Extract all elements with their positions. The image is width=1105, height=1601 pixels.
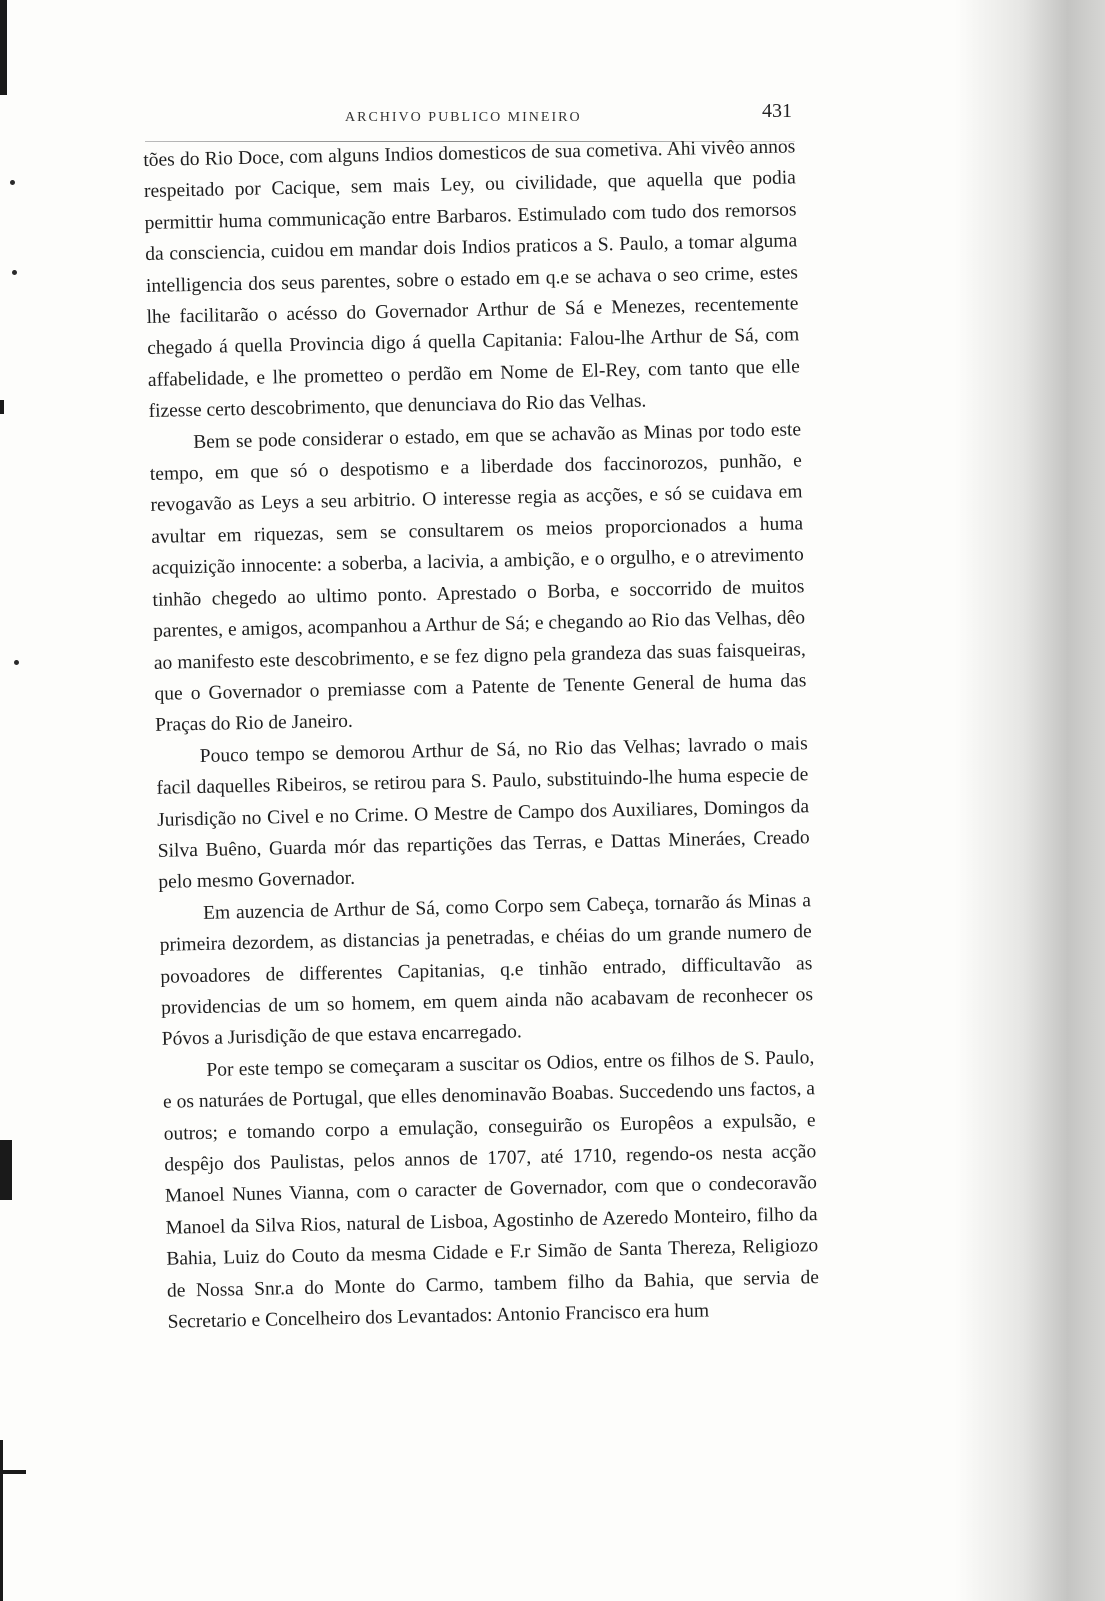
left-edge-mark [0, 0, 7, 95]
left-edge-dot [10, 180, 15, 185]
left-edge-mark [0, 400, 4, 414]
paragraph: Em auzencia de Arthur de Sá, como Corpo sem Cabeça, tornarão ás Minas a primeira dezordem, as distancias ja penetradas, e chéias do um grande numero de povoadores de differentes Capitanias, q.e tinhão entrado, difficultavão as providencias de um so homem, em quem ainda não acabavam de reconhecer os Póvos a Jurisdição de que estava encarregado. [159, 889, 814, 1051]
paragraph: Pouco tempo se demorou Arthur de Sá, no Rio das Velhas; lavrado o mais facil daquelles Ribeiros, se retirou para S. Paulo, substituindo-lhe huma especie de Jurisdição no Civel e no Crime. O Mestre de Campo dos Auxiliares, Domingos da Silva Buêno, Guarda mór das repartições das Terras, e Dattas Mineráes, Creado pelo mesmo Governador. [156, 732, 810, 894]
left-edge-dot [12, 270, 17, 275]
left-edge-mark [0, 1140, 12, 1200]
body-text [143, 131, 820, 1338]
page-number: 431 [762, 100, 792, 122]
paragraph: Bem se pode considerar o estado, em que se achavão as Minas por todo este tempo, em que só o despotismo e a liberdade dos faccinorozos, punhão, e revogavão as Leys a seu arbitrio. O interesse regia as acções, e só se cuidava em avultar em riquezas, sem se consultarem os meios proporcionados a huma acquizição innocente: a soberba, a lacivia, a ambição, e o orgulho, e o atrevimento tinhão chegedo ao ultimo ponto. Aprestado o Borba, e soccorrido de muitos parentes, e amigos, acompanhou a Arthur de Sá; e chegando ao Rio das Velhas, dêo ao manifesto este descobrimento, e se fez digno pela grandeza das suas faisqueiras, que o Governador o premiasse com a Patente de Tenente General de huma das Praças do Rio de Janeiro. [149, 418, 807, 737]
paragraph: tões do Rio Doce, com alguns Indios domesticos de sua cometiva. Ahi vivêo annos respeitado por Cacique, sem mais Ley, ou civilidade, que aquella que podia permittir huma communicação entre Barbaros. Estimulado com tudo dos remorsos da consciencia, cuidou em mandar dois Indios praticos a S. Paulo, a tomar alguma intelligencia dos seus parentes, sobre o estado em q.e se achava o seo crime, estes lhe facilitarão o acésso do Governador Arthur de Sá e Menezes, recentemente chegado á quella Provincia digo á quella Capitania: Falou-lhe Arthur de Sá, com affabelidade, e lhe prometteo o perdão em Nome de El-Rey, com tanto que elle fizesse certo descobrimento, que denunciava do Rio das Velhas. [143, 136, 801, 423]
page-gutter-shadow [955, 0, 1105, 1601]
left-edge-dot [14, 660, 19, 665]
left-edge-mark [0, 1470, 26, 1474]
left-edge-mark [0, 1440, 3, 1601]
paragraph: Por este tempo se começaram a suscitar os Odios, entre os filhos de S. Paulo, e os naturáes de Portugal, que elles denominavão Boabas. Succedendo uns factos, a outros; e tomando corpo a emulação, conseguirão os Europêos a expulsão, e despêjo dos Paulistas, pelos annos de 1707, até 1710, regendo-os nesta acção Manoel Nunes Vianna, com o caracter de Governador, com que o condecoravão Manoel da Silva Rios, natural de Lisboa, Agostinho de Azeredo Monteiro, filho da Bahia, Luiz do Couto da mesma Cidade e F.r Simão de Santa Thereza, Religiozo de Nossa Snr.a do Monte do Carmo, tambem filho da Bahia, que servia de Secretario e Concelheiro dos Levantados: Antonio Francisco era hum [162, 1046, 820, 1333]
running-head: ARCHIVO PUBLICO MINEIRO [345, 110, 582, 125]
page-header [140, 100, 820, 130]
